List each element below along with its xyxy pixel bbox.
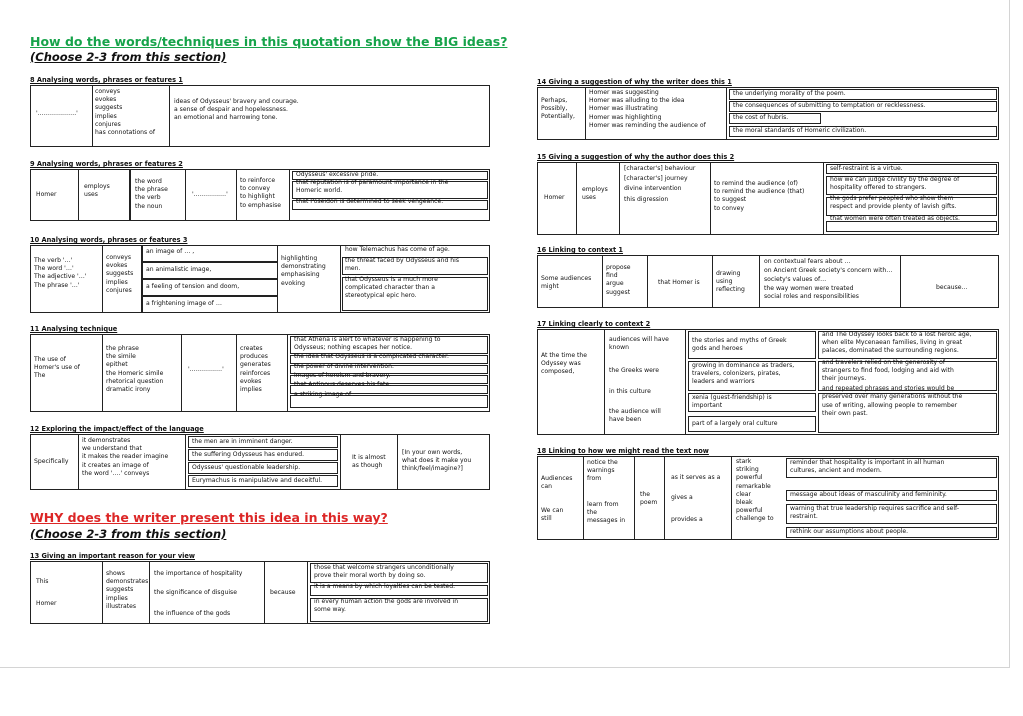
s12-lead: Specifically bbox=[34, 458, 69, 465]
s13-title: 13 Giving an important reason for your view bbox=[30, 552, 195, 560]
s18-idea-1: reminder that hospitality is important in all human cultures, ancient and modern. bbox=[790, 459, 945, 475]
s17-group-1b: known bbox=[609, 344, 629, 351]
s12-idea-1: the men are in imminent danger. bbox=[192, 438, 293, 445]
s8-blank: '……………….' bbox=[36, 110, 78, 117]
s13-reasons: those that welcome strangers unconditionally prove their moral worth by doing so. it is a means by which loyalties can be tested. in every human action the gods are involved in some way. bbox=[314, 564, 459, 613]
s17-group-4b: have been bbox=[609, 416, 642, 423]
s14-idea-1: the underlying morality of the poem. bbox=[733, 90, 846, 97]
s17-mid-3: xenia (guest-friendship) is important bbox=[692, 394, 772, 410]
s11-verbs: creates produces generates reinforces evokes implies bbox=[240, 345, 271, 394]
s17-lead: At the time the Odyssey was composed, bbox=[541, 352, 588, 376]
s9-nouns: the word the phrase the verb the noun bbox=[135, 178, 168, 210]
s11-ideas: that Athena is alert to whatever is happening to Odysseus; nothing escapes her notice. the idea that Odysseus is a complicated character. the power of divine intervention. images of heroism and bravery. that Antinous deserves his fate. a striking image of … bbox=[294, 336, 449, 399]
s14-title: 14 Giving a suggestion of why the writer does this 1 bbox=[537, 78, 732, 86]
s18-adjectives: stark striking powerful remarkable clear bleak powerful challenge to bbox=[736, 458, 774, 523]
why-heading: WHY does the writer present this idea in this way? bbox=[30, 510, 388, 525]
how-subheading: (Choose 2-3 from this section) bbox=[30, 50, 227, 64]
s12-idea-4: Eurymachus is manipulative and deceitful. bbox=[192, 477, 323, 484]
s13-idea-3: the influence of the gods bbox=[154, 610, 231, 617]
s18-idea-2: message about ideas of masculinity and femininity. bbox=[790, 491, 947, 498]
s18-subject-2: We can still bbox=[541, 507, 564, 523]
s10-image-4: a frightening image of … bbox=[146, 300, 222, 307]
s8-title: 8 Analysing words, phrases or features 1 bbox=[30, 76, 183, 84]
s10-effects: highlighting demonstrating emphasising evoking bbox=[281, 255, 326, 287]
s11-title: 11 Analysing technique bbox=[30, 325, 118, 333]
s9-purposes: to reinforce to convey to highlight to emphasise bbox=[240, 177, 281, 209]
s15-objects: [character's] behaviour [character's] journey divine intervention this digression bbox=[624, 165, 696, 203]
s10-image-3: a feeling of tension and doom, bbox=[146, 283, 240, 290]
s16-middle: that Homer is bbox=[658, 279, 700, 286]
s15-verbs: employs uses bbox=[582, 186, 608, 202]
s13-verbs: shows demonstrates suggests implies illustrates bbox=[106, 570, 149, 610]
s16-subject: Some audiences might bbox=[541, 275, 592, 291]
s18-title: 18 Linking to how we might read the text now bbox=[537, 447, 709, 455]
s18-subject-1: Audiences can bbox=[541, 475, 573, 491]
s15-purposes: to remind the audience (of) to remind the audience (that) to suggest to convey bbox=[714, 180, 805, 212]
s18-serves-3: provides a bbox=[671, 516, 703, 523]
s11-subjects: The use of Homer's use of The bbox=[34, 356, 80, 380]
s11-blank: '…………….' bbox=[188, 366, 224, 373]
s15-title: 15 Giving a suggestion of why the author does this 2 bbox=[537, 153, 735, 161]
s10-ideas: how Telemachus has come of age. the threat faced by Odysseus and his men. that Odysseus is a much more complicated character than a stereotypical epic hero. bbox=[345, 246, 460, 300]
s9-title: 9 Analysing words, phrases or features 2 bbox=[30, 160, 183, 168]
s17-group-1a: audiences will have bbox=[609, 336, 669, 343]
s15-subject: Homer bbox=[544, 194, 565, 201]
s17-group-3: in this culture bbox=[609, 388, 651, 395]
s10-title: 10 Analysing words, phrases or features 3 bbox=[30, 236, 188, 244]
s17-group-4a: the audience will bbox=[609, 408, 661, 415]
s9-blank: '…………….' bbox=[192, 191, 228, 198]
s11-techniques: the phrase the simile epithet the Homeric simile rhetorical question dramatic irony bbox=[106, 345, 164, 394]
s18-idea-3: warning that true leadership requires sacrifice and self- restraint. bbox=[790, 505, 960, 521]
s16-actions: drawing using reflecting bbox=[716, 270, 745, 294]
s15-ideas: self-restraint is a virtue. how we can judge civility by the degree of hospitality offered to strangers. the gods prefer peopled who show them respect and provide plenty of lavish gifts. that women were often treated as objects. bbox=[830, 165, 960, 223]
s18-idea-4: rethink our assumptions about people. bbox=[790, 528, 909, 535]
s13-idea-1: the importance of hospitality bbox=[154, 570, 243, 577]
s16-verbs: propose find argue suggest bbox=[606, 264, 631, 296]
s12-idea-2: the suffering Odysseus has endured. bbox=[192, 451, 305, 458]
s12-title: 12 Exploring the impact/effect of the language bbox=[30, 425, 204, 433]
s17-mid-4: part of a largely oral culture bbox=[692, 420, 778, 427]
s9-verbs: employs uses bbox=[84, 183, 110, 199]
s18-verbs-1: notice the warnings from bbox=[587, 459, 618, 483]
s14-idea-3: the cost of hubris. bbox=[733, 114, 789, 121]
s10-image-2: an animalistic image, bbox=[146, 266, 212, 273]
s17-mid-1: the stories and myths of Greek gods and heroes bbox=[692, 337, 787, 353]
s16-title: 16 Linking to context 1 bbox=[537, 246, 624, 254]
s8-ideas: ideas of Odysseus' bravery and courage. a sense of despair and hopelessness. an emotional and harrowing tone. bbox=[174, 98, 299, 122]
s14-leads: Perhaps, Possibly, Potentially, bbox=[541, 97, 575, 121]
s17-mid-2: growing in dominance as traders, travelers, colonizers, pirates, leaders and warriors bbox=[692, 362, 795, 386]
s12-almost: It is almost as though bbox=[352, 454, 386, 470]
s16-because: because… bbox=[936, 284, 968, 291]
s8-verbs: conveys evokes suggests implies conjures has connotations of bbox=[95, 88, 156, 137]
s18-verbs-2: learn from the messages in bbox=[587, 501, 626, 525]
s12-phrases: it demonstrates we understand that it makes the reader imagine it creates an image of the word '….' conveys bbox=[82, 437, 169, 477]
s13-subject-this: This bbox=[36, 578, 49, 585]
s17-group-2: the Greeks were bbox=[609, 367, 660, 374]
s14-idea-4: the moral standards of Homeric civilization. bbox=[733, 127, 867, 134]
s13-idea-2: the significance of disguise bbox=[154, 589, 237, 596]
s10-image-1: an image of … , bbox=[146, 248, 195, 255]
how-heading: How do the words/techniques in this quotation show the BIG ideas? bbox=[30, 34, 508, 49]
s9-ideas: Odysseus' excessive pride. that reputation is of paramount importance in the Homeric world. that Poseidon is determined to seek vengeance. bbox=[296, 171, 449, 205]
s17-ideas: and The Odyssey looks back to a lost heroic age, when elite Mycenaean families, living in great palaces, dominated the surrounding regions. and travelers relied on the generosity of strangers to find food, lodging and aid with their journeys. and repeated phrases and stories would be preserved over many generations without the use of writing, allowing people to remember their own past. bbox=[822, 331, 972, 417]
why-subheading: (Choose 2-3 from this section) bbox=[30, 527, 227, 541]
s10-subjects: The verb '…' The word '…' The adjective '…' The phrase '…' bbox=[34, 257, 87, 289]
s18-serves-2: gives a bbox=[671, 494, 693, 501]
s14-idea-2: the consequences of submitting to temptation or recklessness. bbox=[733, 102, 926, 109]
s13-because: because bbox=[270, 589, 296, 596]
s9-subject: Homer bbox=[36, 191, 57, 198]
s18-poem: the poem bbox=[640, 491, 658, 507]
s14-verbs: Homer was suggesting Homer was alluding to the idea Homer was illustrating Homer was highlighting Homer was reminding the audience of bbox=[589, 89, 706, 129]
s12-idea-3: Odysseus' questionable leadership. bbox=[192, 464, 301, 471]
s12-own: [In your own words, what does it make you think/feel/imagine?] bbox=[402, 449, 472, 473]
s16-ideas: on contextual fears about … on Ancient Greek society's concern with… society's values of… the way women were treated social roles and responsibilities bbox=[764, 258, 893, 300]
s13-subject-homer: Homer bbox=[36, 600, 57, 607]
s10-verbs: conveys evokes suggests implies conjures bbox=[106, 254, 134, 294]
s17-title: 17 Linking clearly to context 2 bbox=[537, 320, 651, 328]
s18-serves-1: as it serves as a bbox=[671, 474, 721, 481]
